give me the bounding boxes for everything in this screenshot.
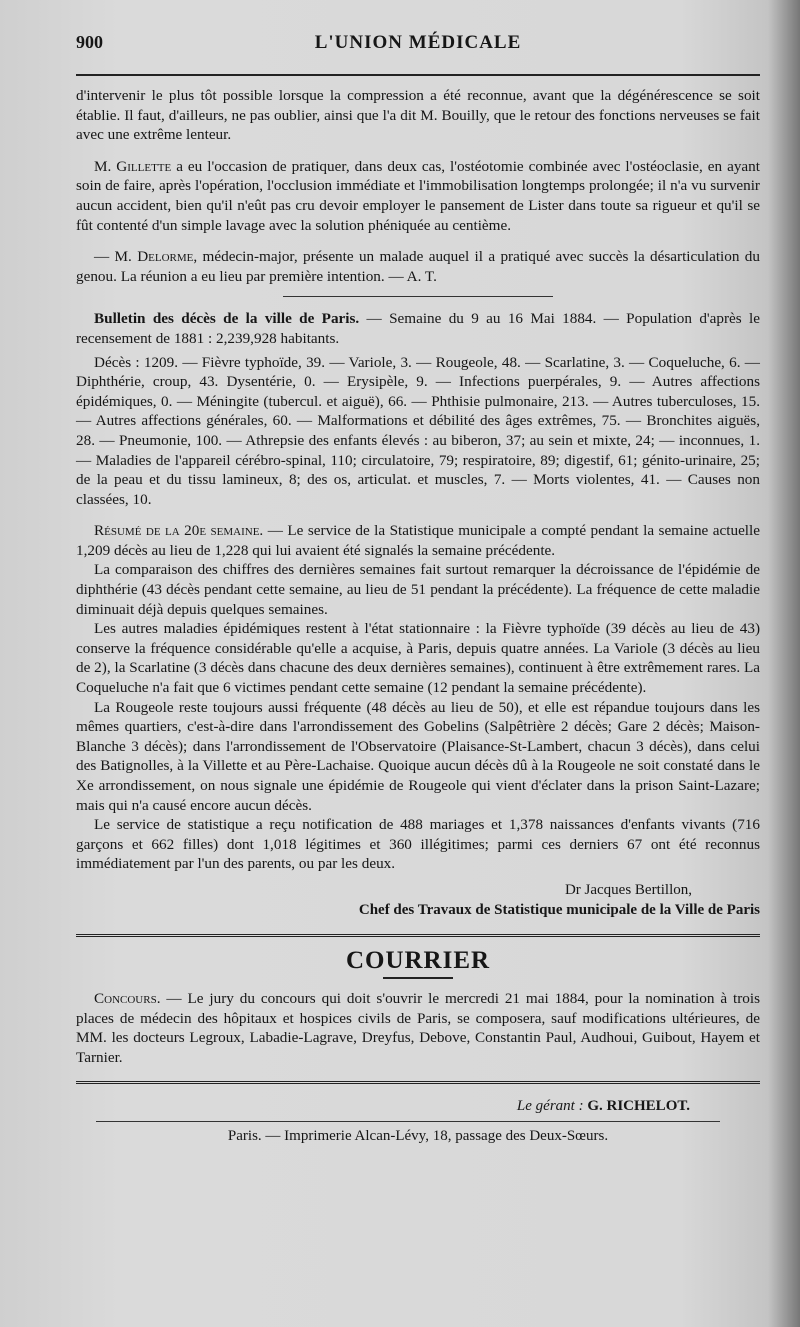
resume-p3: Les autres maladies épidémiques restent à l'état stationnaire : la Fièvre typhoïde (39 décès au lieu de 43) conserve la fréquence considérable qu'elle a acquise, à Paris, depuis quatre années. La Variole (3 décès au lieu de 2), la Scarlatine (3 décès dans chacune des deux dernières semaines), continuent à être extrêmement rares. La Coqueluche n'a fait que 6 victimes pendant cette semaine (12 pendant la semaine précédente). <box>76 620 760 697</box>
bulletin-title-rest: — Semaine du 9 au 16 Mai 1884. — Population d'après le recensement de 1881 : 2,239,928 habitants. <box>76 310 760 347</box>
delorme-paragraph <box>76 247 760 286</box>
resume-p2: La comparaison des chiffres des dernières semaines fait surtout remarquer la décroissance de l'épidémie de diphthérie (43 décès pendant cette semaine, au lieu de 51 pendant la précédente). La fréquence de cette maladie diminuait déjà depuis quelques semaines. <box>76 561 760 618</box>
section-divider <box>283 296 553 297</box>
signature-name: Dr Jacques Bertillon, <box>564 881 692 898</box>
resume-p1-text: — Le service de la Statistique municipale a compté pendant la semaine actuelle 1,209 décès au lieu de 1,228 qui lui avaient été signalés la semaine précédente. <box>76 522 760 559</box>
concours-text: — Le jury du concours qui doit s'ouvrir le mercredi 21 mai 1884, pour la nomination à trois places de médecin des hôpitaux et hospices civils de Paris, se composera, sauf modifications ultérieures, de MM. les docteurs Legroux, Labadie-Lagrave, Dreyfus, Debove, Constantin Paul, Audhoui, Guibout, Hayem et Tarnier. <box>76 989 760 1066</box>
gillette-paragraph <box>76 157 760 235</box>
courrier-underline <box>383 977 453 979</box>
resume-heading: Résumé de la 20e semaine. <box>94 522 264 540</box>
courrier-rule <box>76 934 760 937</box>
imprint-line: Paris. — Imprimerie Alcan-Lévy, 18, passage des Deux-Sœurs. <box>227 1128 609 1145</box>
imprint-rule <box>96 1121 720 1122</box>
journal-title: L'UNION MÉDICALE <box>314 32 522 53</box>
concours-label: Concours. <box>94 989 161 1007</box>
concours-paragraph <box>76 989 760 1067</box>
signature-title: Chef des Travaux de Statistique municipale de la Ville de Paris <box>358 901 760 918</box>
resume-p1 <box>76 521 760 560</box>
signature-block <box>76 880 760 920</box>
gillette-name: Gillette <box>116 157 172 175</box>
resume-p4: La Rougeole reste toujours aussi fréquente (48 décès au lieu de 50), et elle est répandue toujours dans les mêmes quartiers, c'est-à-dire dans l'arrondissement des Gobelins (Salpêtrière 2 décès; Gare 2 décès; Maison-Blanche 3 décès); dans l'arrondissement de l'Observatoire (Plaisance-St-Lambert, chacun 3 décès), dans celui des Batignolles, à la Villette et au Père-Lachaise. Quoique aucun décès dû à la Rougeole ne soit constaté dans le Xe arrondissement, on nous signale une épidémie de Rougeole qui vient d'éclater dans la prison Saint-Lazare; mais qui n'a causé encore aucun décès. <box>76 698 760 814</box>
bulletin-title: Bulletin des décès de la ville de Paris. <box>94 310 360 328</box>
gerant-line <box>76 1098 690 1115</box>
header-rule <box>76 74 760 76</box>
footer-rule <box>76 1081 760 1084</box>
resume-p5: Le service de statistique a reçu notification de 488 mariages et 1,378 naissances d'enfants vivants (716 garçons et 662 filles) dont 1,018 légitimes et 360 illégitimes; parmi ces derniers 67 ont été reconnus immédiatement par l'un des parents, ou par les deux. <box>76 816 760 873</box>
gillette-text: a eu l'occasion de pratiquer, dans deux cas, l'ostéotomie combinée avec l'ostéoclasie, en ayant soin de faire, après l'opération, l'occlusion immédiate et l'immobilisation longtemps prolongée; il n'a vu survenir aucun accident, bien qu'il n'eût pas cru devoir employer le pansement de Lister dans toute sa rigueur et qu'il se fût contenté d'un simple lavage avec la solution phéniquée au centième. <box>76 157 760 234</box>
page-number: 900 <box>76 32 103 52</box>
gerant-name: G. RICHELOT. <box>587 1098 690 1115</box>
gillette-prefix: M. <box>94 157 117 175</box>
intro-paragraph: d'intervenir le plus tôt possible lorsque la compression a été reconnue, avant que la dégénérescence se soit établie. Il faut, d'ailleurs, ne pas oublier, ainsi que l'a dit M. Bouilly, que le retour des fonctions nerveuses se fait avec une extrême lenteur. <box>76 87 760 144</box>
bulletin-deaths: Décès : 1209. — Fièvre typhoïde, 39. — Variole, 3. — Rougeole, 48. — Scarlatine, 3. — Coqueluche, 6. — Diphthérie, croup, 43. Dysentérie, 0. — Erysipèle, 9. — Infections puerpérales, 9. — Autres affections épidémiques, 0. — Méningite (tubercul. et aiguë), 66. — Phthisie pulmonaire, 213. — Autres tuberculoses, 15. — Autres affections générales, 60. — Malformations et débilité des âges extrêmes, 75. — Bronchites aiguës, 28. — Pneumonie, 100. — Athrepsie des enfants élevés : au biberon, 37; au sein et mixte, 24; — inconnues, 1. — Maladies de l'appareil cérébro-spinal, 110; circulatoire, 79; respiratoire, 89; digestif, 61; génito-urinaire, 25; de la peau et du tissu lamineux, 8; des os, articulat. et muscles, 7. — Morts violentes, 41. — Causes non classées, 10. <box>76 353 760 508</box>
delorme-prefix: — M. <box>94 248 138 266</box>
delorme-text: , médecin-major, présente un malade auquel il a pratiqué avec succès la désarticulation du genou. La réunion a eu lieu par première intention. — A. T. <box>76 248 760 285</box>
page-header <box>76 32 760 72</box>
bulletin-heading <box>76 309 760 348</box>
gerant-label: Le gérant : <box>516 1098 588 1115</box>
delorme-name: Delorme <box>137 248 194 266</box>
courrier-title: COURRIER <box>345 946 491 974</box>
